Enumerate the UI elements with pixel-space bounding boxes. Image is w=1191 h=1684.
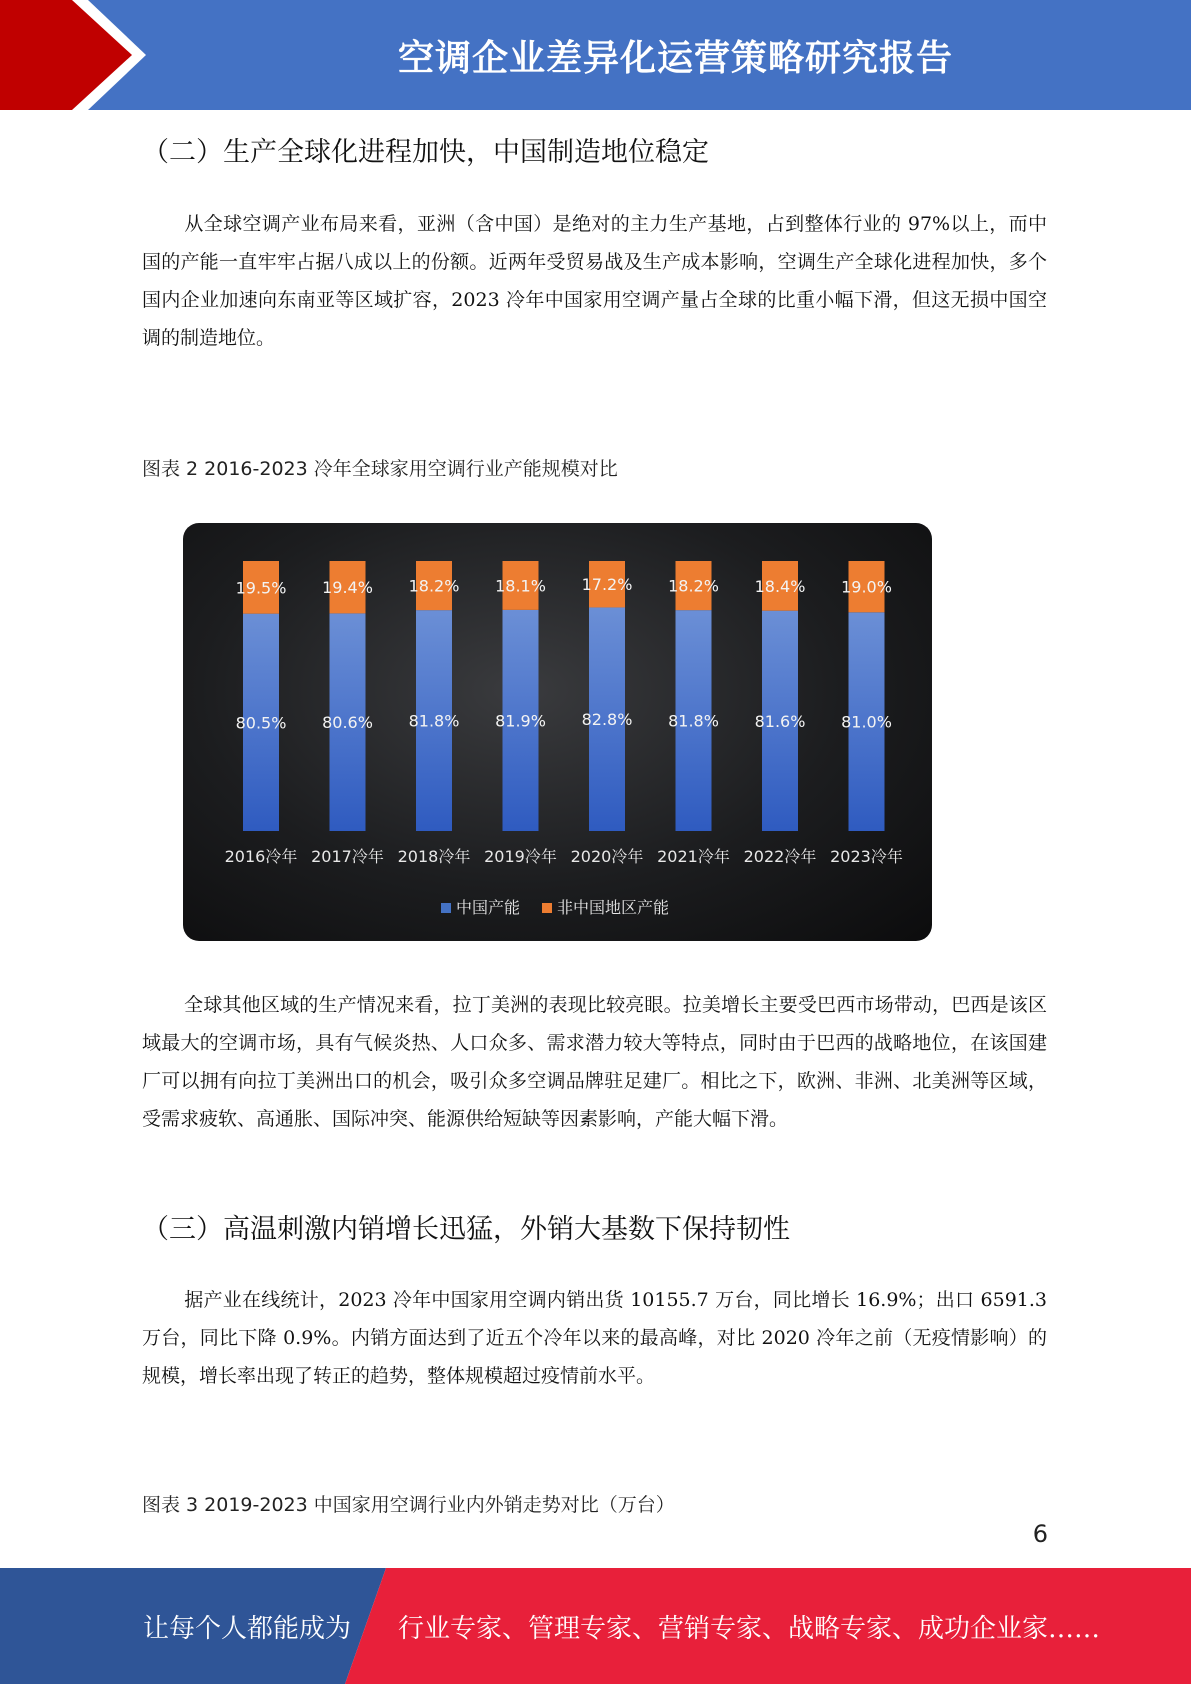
- figure-3-caption: 图表 3 2019-2023 中国家用空调行业内外销走势对比（万台）: [142, 1494, 675, 1516]
- label-china-7: 81.0%: [841, 712, 892, 732]
- x-tick-label-3: 2019冷年: [484, 847, 557, 866]
- label-other-6: 18.4%: [754, 576, 806, 596]
- chevron-logo-icon: [0, 0, 160, 110]
- paragraph-production: [142, 205, 1047, 357]
- x-tick-label-0: 2016冷年: [224, 847, 298, 866]
- label-china-3: 81.9%: [495, 711, 546, 731]
- label-other-4: 17.2%: [581, 575, 633, 595]
- label-china-2: 81.8%: [408, 711, 460, 731]
- legend-swatch-0: [441, 903, 451, 913]
- label-other-3: 18.1%: [495, 576, 546, 596]
- report-title: 空调企业差异化运营策略研究报告: [397, 37, 953, 79]
- section-heading-2: （二）生产全球化进程加快，中国制造地位稳定: [142, 137, 709, 168]
- label-china-0: 80.5%: [235, 713, 287, 733]
- capacity-chart-svg: [183, 523, 932, 941]
- x-tick-label-1: 2017冷年: [311, 847, 384, 866]
- page-header: [0, 0, 1191, 110]
- x-tick-label-5: 2021冷年: [657, 847, 730, 866]
- label-other-2: 18.2%: [408, 576, 460, 596]
- footer-slogan-left: 让每个人都能成为: [143, 1613, 352, 1644]
- section-heading-3: （三）高温刺激内销增长迅猛，外销大基数下保持韧性: [142, 1214, 790, 1245]
- x-tick-label-7: 2023冷年: [830, 847, 903, 866]
- footer-slogan-right: 行业专家、管理专家、营销专家、战略专家、成功企业家……: [398, 1613, 1101, 1644]
- page-footer: [0, 1568, 1191, 1684]
- legend-label-1: 非中国地区产能: [557, 898, 670, 917]
- figure-2-caption: 图表 2 2016-2023 冷年全球家用空调行业产能规模对比: [142, 458, 618, 480]
- x-tick-label-4: 2020冷年: [570, 847, 644, 866]
- legend-swatch-1: [542, 903, 552, 913]
- paragraph-regions: [142, 986, 1047, 1138]
- label-china-6: 81.6%: [754, 711, 806, 731]
- label-china-4: 82.8%: [581, 710, 633, 730]
- paragraph-production-text: 从全球空调产业布局来看，亚洲（含中国）是绝对的主力生产基地，占到整体行业的 97%以上，而中国的产能一直牢牢占据八成以上的份额。近两年受贸易战及生产成本影响，空调生产全球化进程加快，多个国内企业加速向东南亚等区域扩容，2023 冷年中国家用空调产量占全球的比重小幅下滑，但这无损中国空调的制造地位。: [142, 213, 1047, 349]
- paragraph-sales: [142, 1281, 1047, 1395]
- capacity-chart: [183, 523, 932, 941]
- label-china-5: 81.8%: [668, 711, 719, 731]
- label-other-1: 19.4%: [322, 578, 373, 598]
- paragraph-sales-text: 据产业在线统计，2023 冷年中国家用空调内销出货 10155.7 万台，同比增长 16.9%；出口 6591.3 万台，同比下降 0.9%。内销方面达到了近五个冷年以来的最高峰，对比 2020 冷年之前（无疫情影响）的规模，增长率出现了转正的趋势，整体规模超过疫情前水平。: [142, 1289, 1047, 1387]
- label-other-5: 18.2%: [668, 576, 719, 596]
- label-china-1: 80.6%: [322, 713, 373, 733]
- legend-label-0: 中国产能: [456, 898, 521, 917]
- x-tick-label-6: 2022冷年: [743, 847, 817, 866]
- x-tick-label-2: 2018冷年: [397, 847, 471, 866]
- paragraph-regions-text: 全球其他区域的生产情况来看，拉丁美洲的表现比较亮眼。拉美增长主要受巴西市场带动，巴西是该区域最大的空调市场，具有气候炎热、人口众多、需求潜力较大等特点，同时由于巴西的战略地位，在该国建厂可以拥有向拉丁美洲出口的机会，吸引众多空调品牌驻足建厂。相比之下，欧洲、非洲、北美洲等区域，受需求疲软、高通胀、国际冲突、能源供给短缺等因素影响，产能大幅下滑。: [142, 994, 1047, 1130]
- label-other-0: 19.5%: [235, 578, 287, 598]
- page-number: 6: [1032, 1520, 1048, 1548]
- label-other-7: 19.0%: [841, 577, 892, 597]
